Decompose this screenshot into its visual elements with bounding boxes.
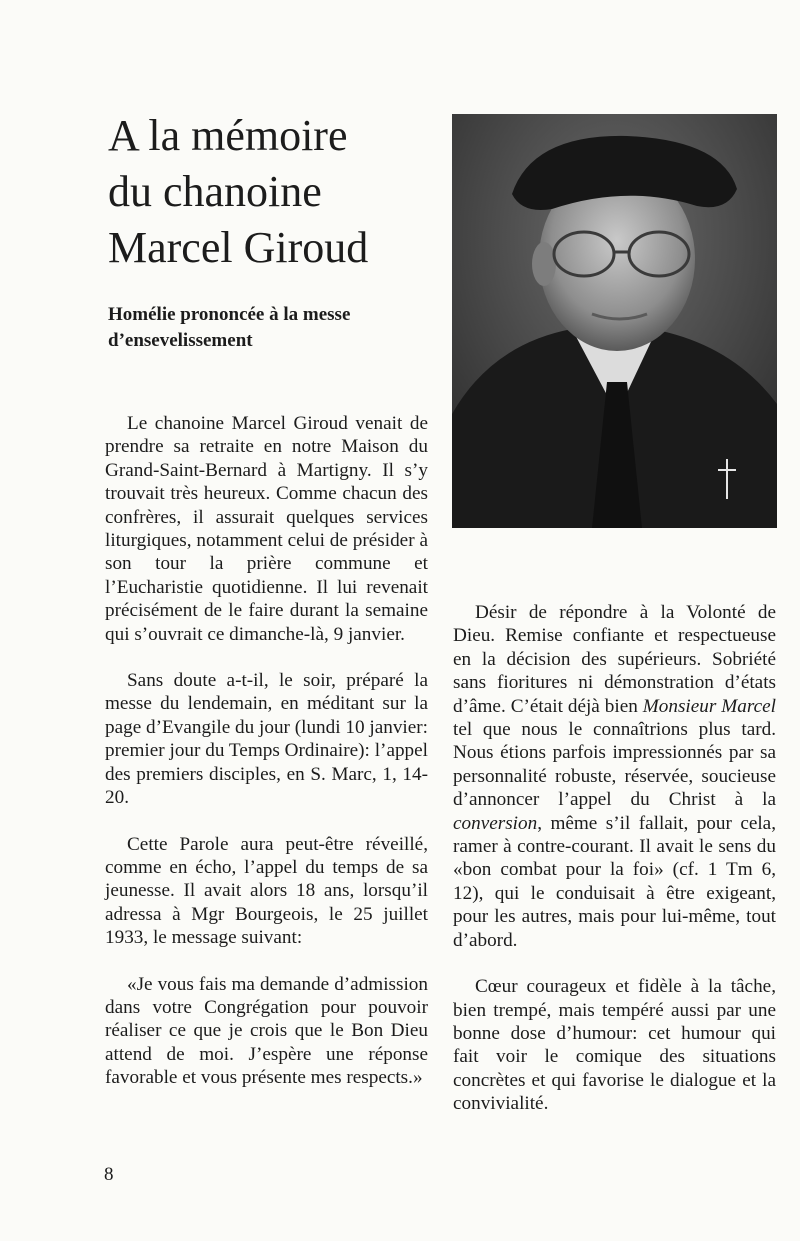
paragraph: Sans doute a-t-il, le soir, préparé la messe du lendemain, en méditant sur la page d’Evangile du jour (lundi 10 janvier: premier jour du Temps Ordinaire): l’appel des premiers disciples, en S. Marc, 1, 14-20. <box>105 670 428 809</box>
title-line-2: du chanoine <box>108 167 322 216</box>
text-run: tel que nous le connaîtrions plus tard. Nous étions parfois impressionnés par sa personnalité robuste, réservée, soucieuse d’annoncer l’appel du Christ à la <box>453 719 776 811</box>
article-title <box>108 108 438 276</box>
paragraph: Cette Parole aura peut-être réveillé, comme en écho, l’appel du temps de sa jeunesse. Il avait alors 18 ans, lorsqu’il adressa à Mgr Bourgeois, le 25 juillet 1933, le message suivant: <box>105 833 428 949</box>
paragraph: Le chanoine Marcel Giroud venait de prendre sa retraite en notre Maison du Grand-Saint-Bernard à Martigny. Il s’y trouvait très heureux. Comme chacun des confrères, il assurait quelques services liturgiques, notamment celui de présider à son tour la prière commune et l’Eucharistie quotidienne. Il lui revenait précisément de le faire durant la semaine qui s’ouvrait ce dimanche-là, 9 janvier. <box>105 413 428 645</box>
quote-paragraph: «Je vous fais ma demande d’admission dans votre Congrégation pour pouvoir réaliser ce que je crois que le Bon Dieu attend de moi. J’espère une réponse favorable et vous présente mes respects.» <box>105 973 428 1089</box>
italic-text: Monsieur Marcel <box>642 695 776 717</box>
paragraph: Cœur courageux et fidèle à la tâche, bien trempé, mais tempéré aussi par une bonne dose d’humour: cet humour qui fait voir le comique des situations concrètes et qui favorise le dialogue et la convivialité. <box>453 976 776 1115</box>
text-run: , même s’il fallait, pour cela, ramer à contre-courant. Il avait le sens du «bon combat pour la foi» (cf. 1 Tm 6, 12), qui le conduisait à être exigeant, pour les autres, mais pour lui-même, tout d’abord. <box>453 812 776 951</box>
left-column <box>105 412 428 1090</box>
italic-text: conversion <box>453 812 538 834</box>
article-subtitle: Homélie prononcée à la messe d’ensevelissement <box>108 304 351 351</box>
right-column <box>453 601 776 1116</box>
page-number: 8 <box>104 1164 114 1185</box>
portrait-photo <box>452 114 777 528</box>
text-run: Désir de répondre à la Volonté de Dieu. Remise confiante et respectueuse en la décision des supérieurs. Sobriété sans fioritures ni démonstration d’états d’âme. C’était déjà bien <box>453 602 776 717</box>
title-line-3: Marcel Giroud <box>108 223 369 272</box>
paragraph <box>453 601 776 952</box>
title-line-1: A la mémoire <box>108 111 348 160</box>
